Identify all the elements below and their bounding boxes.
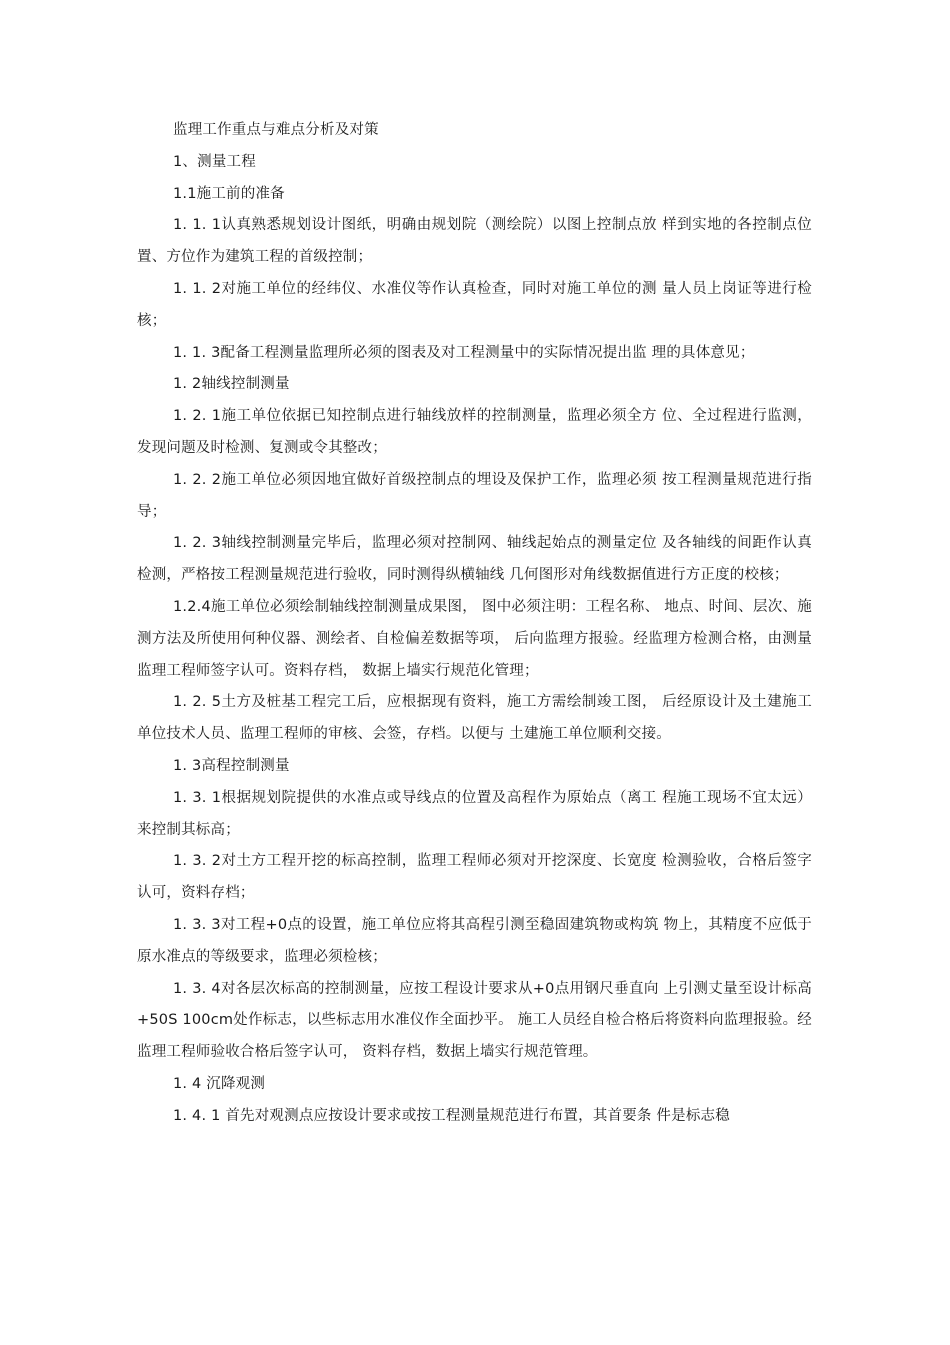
paragraph-1-1-3: 1. 1. 3配备工程测量监理所必须的图表及对工程测量中的实际情况提出监 理的具体意见； <box>173 344 755 361</box>
paragraph-1-3-2: 1. 3. 2对土方工程开挖的标高控制，监理工程师必须对开挖深度、长宽度 检测验收，合格后签字认可，资料存档； <box>137 853 812 902</box>
paragraph-1-2-2: 1. 2. 2施工单位必须因地宜做好首级控制点的埋设及保护工作，监理必须 按工程测量规范进行指导； <box>137 471 812 520</box>
paragraph-1-1-1: 1. 1. 1认真熟悉规划设计图纸，明确由规划院（测绘院）以图上控制点放 样到实地的各控制点位置、方位作为建筑工程的首级控制； <box>137 217 812 266</box>
paragraph-1-2-4: 1.2.4施工单位必须绘制轴线控制测量成果图， 图中必须注明：工程名称、 地点、时间、层次、施测方法及所使用何种仪器、测绘者、自检偏差数据等项， 后向监理方报验。经监理方检测合格，由测量监理工程师签字认可。资料存档， 数据上墙实行规范化管理； <box>137 598 812 679</box>
subsection-heading-1-1: 1.1施工前的准备 <box>173 185 285 202</box>
subsection-heading-1-2: 1. 2轴线控制测量 <box>173 376 290 393</box>
subsection-heading-1-4: 1. 4 沉降观测 <box>173 1075 266 1092</box>
paragraph-1-2-1: 1. 2. 1施工单位依据已知控制点进行轴线放样的控制测量，监理必须全方 位、全过程进行监测，发现问题及时检测、复测或令其整改； <box>137 408 812 456</box>
paragraph-1-3-1: 1. 3. 1根据规划院提供的水准点或导线点的位置及高程作为原始点（离工 程施工现场不宜太远）来控制其标高； <box>137 789 812 838</box>
subsection-heading-1-3: 1. 3高程控制测量 <box>173 757 290 774</box>
section-heading-1: 1、测量工程 <box>173 153 256 170</box>
document-title: 监理工作重点与难点分析及对策 <box>173 122 379 138</box>
paragraph-1-3-3: 1. 3. 3对工程+0点的设置，施工单位应将其高程引测至稳固建筑物或构筑 物上，其精度不应低于原水准点的等级要求，监理必须检核； <box>137 916 812 965</box>
paragraph-1-2-5: 1. 2. 5土方及桩基工程完工后，应根据现有资料，施工方需绘制竣工图， 后经原设计及土建施工单位技术人员、监理工程师的审核、会签，存档。以便与 土建施工单位顺利交接。 <box>137 694 812 743</box>
paragraph-1-1-2: 1. 1. 2对施工单位的经纬仪、水准仪等作认真检查，同时对施工单位的测 量人员上岗证等进行检核； <box>137 280 812 329</box>
paragraph-1-4-1: 1. 4. 1 首先对观测点应按设计要求或按工程测量规范进行布置，其首要条 件是标志稳 <box>173 1107 730 1124</box>
document-body <box>137 115 812 1133</box>
paragraph-1-3-4: 1. 3. 4对各层次标高的控制测量，应按工程设计要求从+0点用钢尺垂直向 上引测丈量至设计标高+50S 100cm处作标志，以些标志用水准仪作全面抄平。 施工人员经自检合格后将资料向监理报验。经监理工程师验收合格后签字认可， 资料存档，数据上墙实行规范管理。 <box>137 980 812 1061</box>
paragraph-1-2-3: 1. 2. 3轴线控制测量完毕后，监理必须对控制网、轴线起始点的测量定位 及各轴线的间距作认真检测，严格按工程测量规范进行验收，同时测得纵横轴线 几何图形对角线数据值进行方正度的校核； <box>137 535 812 584</box>
